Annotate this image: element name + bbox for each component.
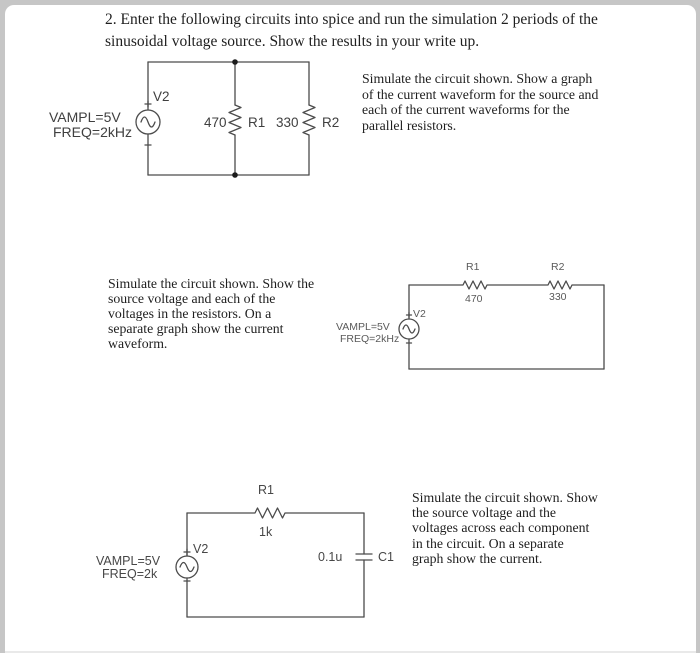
text-line: Simulate the circuit shown. Show a graph bbox=[362, 71, 593, 86]
text-line: source voltage and each of the bbox=[108, 290, 276, 306]
text-line: voltages across each component bbox=[412, 520, 590, 536]
text-line: sinusoidal voltage source. Show the results in your write up. bbox=[105, 32, 480, 50]
resistor-value-label: 330 bbox=[276, 115, 299, 130]
text-line: the source voltage and the bbox=[412, 505, 557, 521]
text-line: Simulate the circuit shown. Show bbox=[412, 490, 598, 505]
source-amplitude-label: VAMPL=5V bbox=[96, 554, 161, 568]
source-amplitude-label: VAMPL=5V bbox=[336, 321, 390, 333]
circuit-rc bbox=[176, 508, 372, 617]
resistor-value-label: 470 bbox=[465, 293, 483, 305]
source-frequency-label: FREQ=2kHz bbox=[53, 124, 132, 140]
resistor-r1-icon bbox=[229, 105, 241, 135]
resistor-value-label: 330 bbox=[549, 291, 567, 303]
text-line: Simulate the circuit shown. Show the bbox=[108, 276, 315, 291]
resistor-ref-label: R1 bbox=[248, 115, 266, 130]
resistor-r2-icon bbox=[303, 105, 315, 135]
resistor-ref-label: R2 bbox=[551, 261, 565, 273]
source-frequency-label: FREQ=2kHz bbox=[340, 333, 400, 345]
instruction-rc-circuit bbox=[412, 490, 598, 566]
text-line: each of the current waveforms for the bbox=[362, 102, 570, 118]
instruction-series-circuit bbox=[108, 277, 314, 352]
resistor-ref-label: R1 bbox=[258, 483, 274, 497]
text-line: parallel resistors. bbox=[362, 118, 457, 134]
resistor-value-label: 470 bbox=[204, 115, 227, 130]
source-ref-label: V2 bbox=[413, 308, 426, 320]
text-line: separate graph show the current bbox=[108, 320, 284, 336]
junction-dot bbox=[232, 59, 238, 65]
source-ref-label: V2 bbox=[193, 542, 209, 556]
source-amplitude-label: VAMPL=5V bbox=[49, 109, 121, 125]
resistor-ref-label: R2 bbox=[322, 115, 340, 130]
capacitor-ref-label: C1 bbox=[378, 550, 394, 564]
text-line: 2. Enter the following circuits into spice and run the simulation 2 periods of the bbox=[105, 11, 598, 28]
text-line: waveform. bbox=[108, 335, 168, 351]
resistor-ref-label: R1 bbox=[466, 261, 480, 273]
text-line: in the circuit. On a separate bbox=[412, 535, 564, 551]
source-ref-label: V2 bbox=[153, 89, 170, 104]
source-frequency-label: FREQ=2k bbox=[102, 567, 158, 581]
plus-terminal-icon bbox=[407, 313, 412, 318]
plus-terminal-icon bbox=[184, 549, 190, 555]
instruction-parallel-circuit bbox=[362, 71, 598, 134]
wire-top-rail bbox=[187, 508, 364, 518]
capacitor-icon bbox=[356, 554, 372, 560]
junction-dot bbox=[232, 172, 238, 178]
resistor-value-label: 1k bbox=[259, 525, 273, 539]
capacitor-value-label: 0.1u bbox=[318, 550, 343, 564]
wire-top-rail bbox=[409, 281, 604, 289]
circuit-series-resistors bbox=[399, 281, 604, 369]
text-line: voltages in the resistors. On a bbox=[108, 305, 272, 321]
text-line: graph show the current. bbox=[412, 550, 543, 566]
text-line: of the current waveform for the source and bbox=[362, 86, 599, 102]
plus-terminal-icon bbox=[145, 101, 151, 107]
